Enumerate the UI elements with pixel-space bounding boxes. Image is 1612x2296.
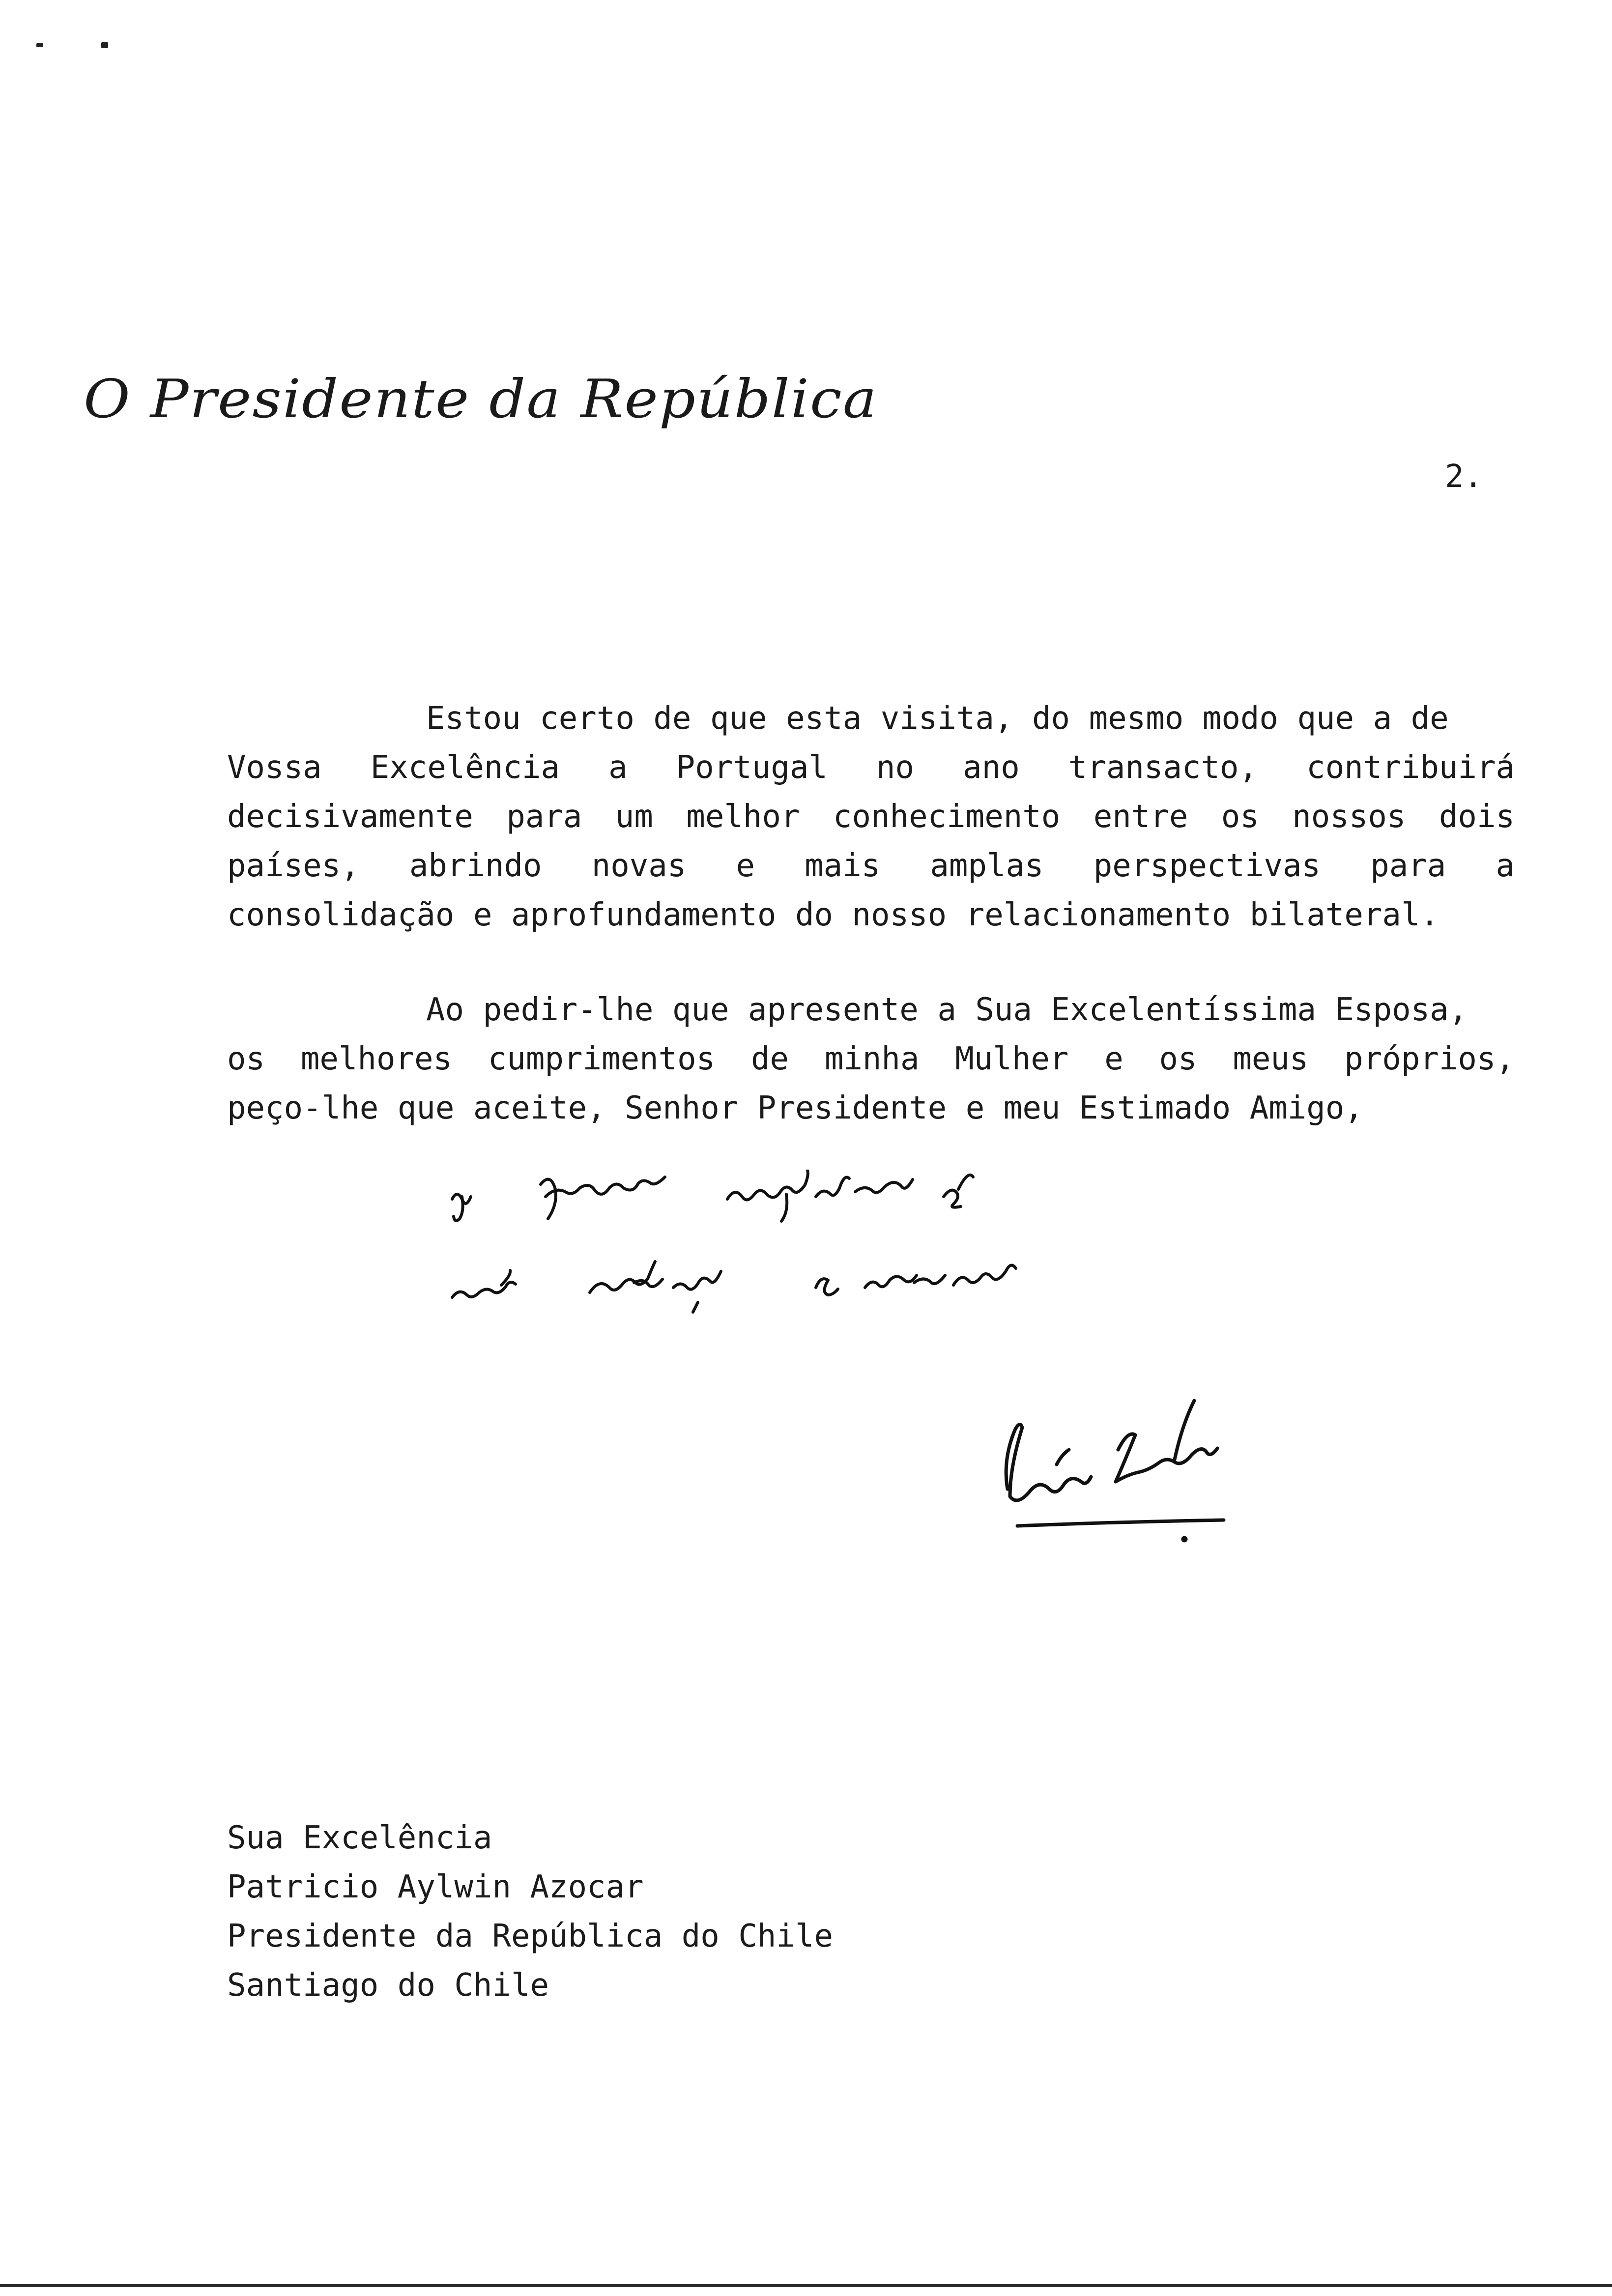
page-number: 2. [1445,459,1483,495]
paragraph-line: Estou certo de que esta visita, do mesmo modo que a de [426,700,1449,737]
handwritten-closing [442,1170,1376,1342]
addressee-block [227,1813,833,2010]
addressee-location: Santiago do Chile [227,1967,549,2004]
paragraph-line: Vossa Excelência a Portugal no ano transacto, contribuirá [227,749,1515,786]
letterhead [84,369,878,430]
paragraph-line: os melhores cumprimentos de minha Mulher e os meus próprios, [227,1041,1515,1077]
letterhead-title: O Presidente da República [84,369,878,430]
scan-speck [101,42,108,48]
paragraph-line: consolidação e aprofundamento do nosso relacionamento bilateral. [227,897,1439,933]
body-paragraph-1 [227,694,1515,940]
scan-bottom-edge [0,2284,1612,2287]
paragraph-line: países, abrindo novas e mais amplas perspectivas para a [227,848,1515,884]
paragraph-line: Ao pedir-lhe que apresente a Sua Excelentíssima Esposa, [426,992,1468,1028]
paragraph-line: peço-lhe que aceite, Senhor Presidente e meu Estimado Amigo, [227,1090,1363,1126]
body-paragraph-2 [227,985,1515,1133]
scan-speck [36,43,43,47]
addressee-line: Sua Excelência [227,1820,492,1856]
addressee-name: Patricio Aylwin Azocar [227,1869,644,1905]
addressee-title: Presidente da República do Chile [227,1918,833,1954]
signature [988,1381,1342,1578]
paragraph-line: decisivamente para um melhor conhecimento entre os nossos dois [227,799,1515,835]
